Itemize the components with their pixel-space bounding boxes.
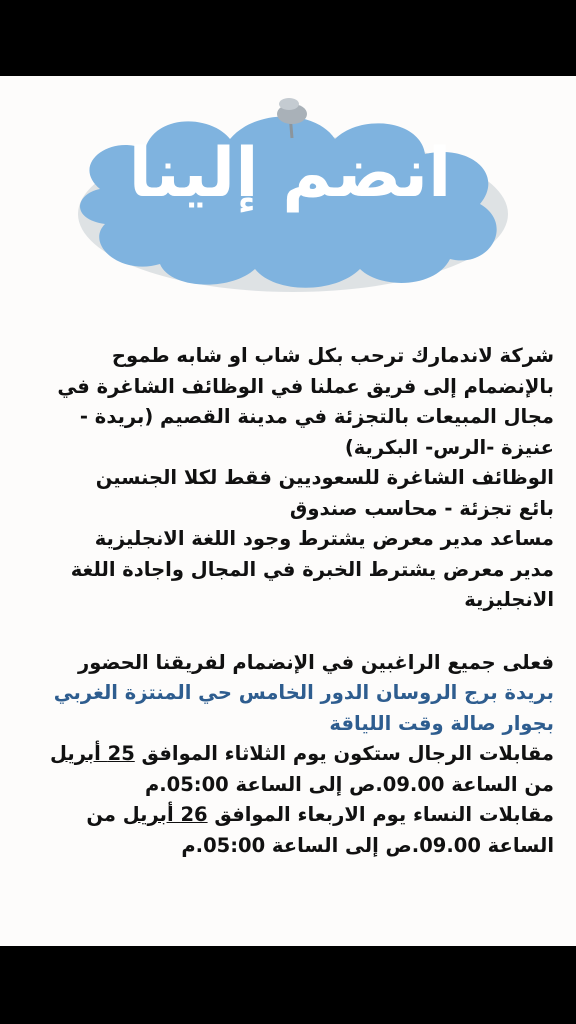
women-interviews-suffix: من <box>86 803 123 826</box>
women-interviews <box>14 800 554 831</box>
intro-line: مدير معرض يشترط الخبرة في المجال واجادة اللغة <box>70 557 554 581</box>
women-interviews-time: الساعة 09.00.ص إلى الساعة 05:00.م <box>181 833 554 857</box>
address-line: بريدة برج الروسان الدور الخامس حي المنتزة الغربي <box>53 681 554 704</box>
women-interviews-date: 26 أبريل <box>122 803 208 826</box>
intro-line: مساعد مدير معرض يشترط وجود اللغة الانجليزية <box>94 527 554 550</box>
men-interviews <box>14 739 554 770</box>
intro-line: عنيزة -الرس- البكرية) <box>344 435 554 459</box>
intro-line: الوظائف الشاغرة للسعوديين فقط لكلا الجنسين <box>95 466 554 489</box>
intro-line: الانجليزية <box>464 588 554 611</box>
announcement-text <box>14 341 554 861</box>
women-interviews-label: مقابلات النساء يوم الاربعاء الموافق <box>207 803 554 826</box>
page-title: انضم إلينا <box>128 134 452 213</box>
intro-line: بالإنضمام إلى فريق عملنا في الوظائف الشاغرة في <box>57 374 554 398</box>
men-interviews-label: مقابلات الرجال ستكون يوم الثلاثاء الموافق <box>134 742 554 765</box>
intro-line: مجال المبيعات بالتجزئة في مدينة القصيم (بريدة - <box>79 405 554 428</box>
intro-line: شركة لاندمارك ترحب بكل شاب او شابه طموح <box>111 344 554 367</box>
men-interviews-time: من الساعة 09.00.ص إلى الساعة 05:00.م <box>144 772 554 796</box>
join-us-banner <box>60 94 520 304</box>
address-line: بجوار صالة وقت اللياقة <box>329 711 554 735</box>
poster <box>0 76 576 946</box>
intro-line: بائع تجزئة - محاسب صندوق <box>289 496 554 520</box>
men-interviews-date: 25 أبريل <box>49 742 135 765</box>
call-to-action: فعلى جميع الراغبين في الإنضمام لفريقنا الحضور <box>78 650 554 674</box>
spacer <box>14 616 554 648</box>
